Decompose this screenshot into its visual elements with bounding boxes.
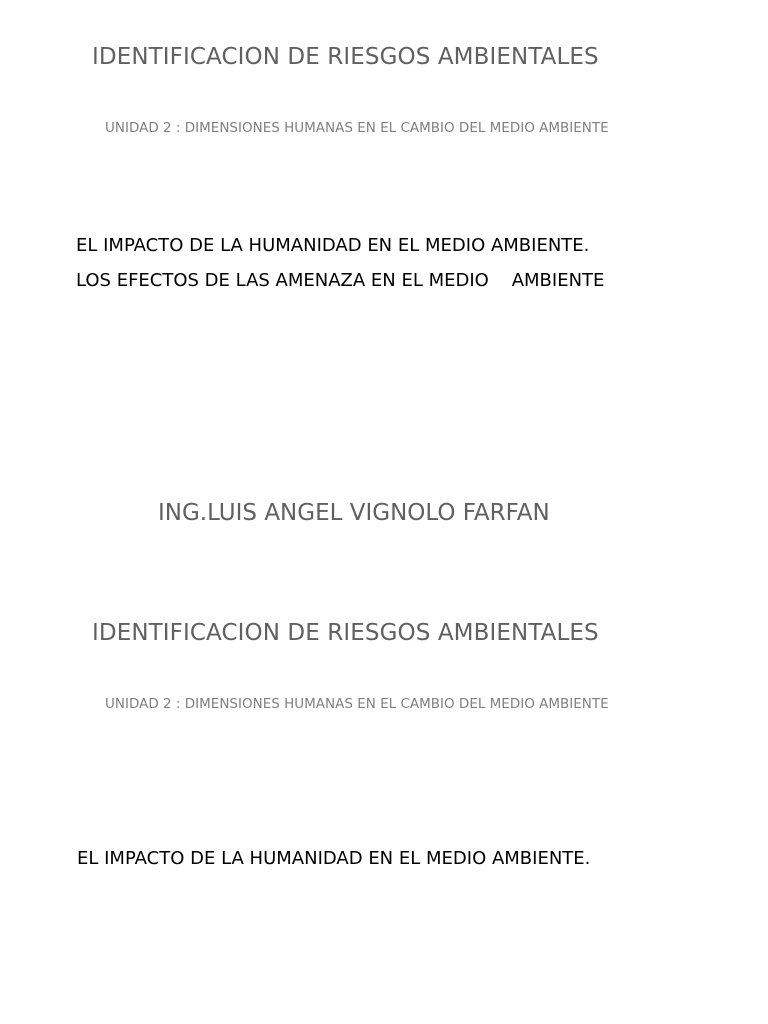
slide-subtitle: UNIDAD 2 : DIMENSIONES HUMANAS EN EL CAMBIO DEL MEDIO AMBIENTE (105, 696, 609, 712)
body-line-1: EL IMPACTO DE LA HUMANIDAD EN EL MEDIO AMBIENTE. (77, 848, 591, 869)
body-line-1: EL IMPACTO DE LA HUMANIDAD EN EL MEDIO AMBIENTE. (76, 235, 590, 256)
slide-title: IDENTIFICACION DE RIESGOS AMBIENTALES (92, 44, 599, 70)
body-line-2: LOS EFECTOS DE LAS AMENAZA EN EL MEDIO AMBIENTE (76, 270, 605, 291)
slide-subtitle: UNIDAD 2 : DIMENSIONES HUMANAS EN EL CAMBIO DEL MEDIO AMBIENTE (105, 120, 609, 136)
author-name: ING.LUIS ANGEL VIGNOLO FARFAN (158, 500, 550, 526)
slide-title: IDENTIFICACION DE RIESGOS AMBIENTALES (92, 620, 599, 646)
slide-2 (0, 575, 768, 1024)
